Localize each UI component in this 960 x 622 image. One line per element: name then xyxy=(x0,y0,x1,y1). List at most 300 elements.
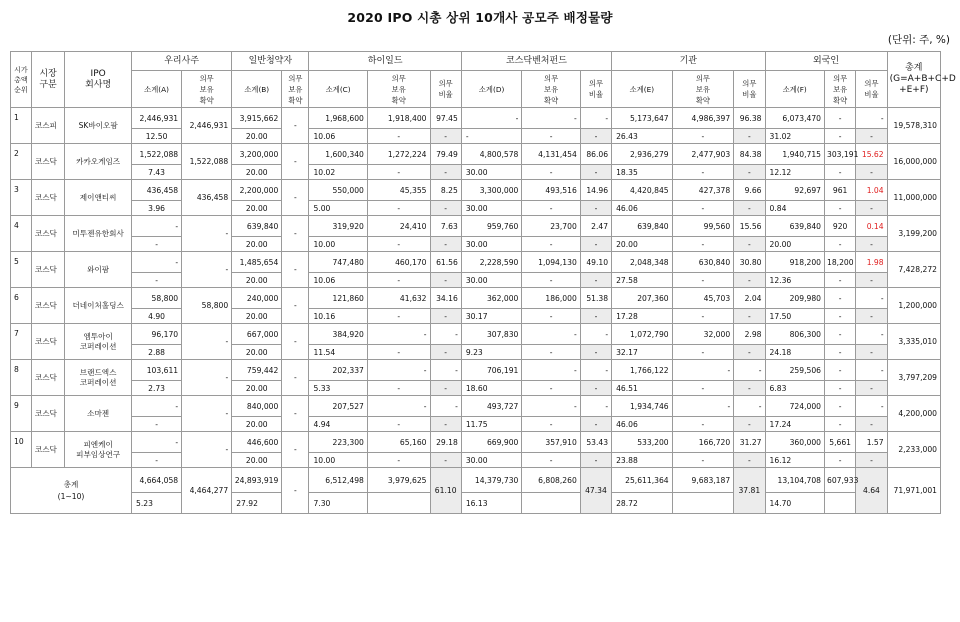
summary-a-share: 5.23 xyxy=(132,493,182,514)
market-cell: 코스닥 xyxy=(31,180,64,216)
summary-b-share: 27.92 xyxy=(232,493,282,514)
rank-cell: 6 xyxy=(11,288,32,324)
market-cell: 코스닥 xyxy=(31,324,64,360)
subtotal-b-cell: 3,915,662 xyxy=(232,108,282,129)
total-g-cell: 3,797,209 xyxy=(887,360,940,396)
lock-c-share-cell: - xyxy=(367,417,430,432)
share-d-cell: - xyxy=(461,129,522,144)
table-row xyxy=(11,252,941,273)
subtotal-a-cell: - xyxy=(132,216,182,237)
company-name-cell: 카카오게임즈 xyxy=(65,144,132,180)
share-c-cell: 5.00 xyxy=(309,201,367,216)
lock-a-cell: 1,522,088 xyxy=(182,144,232,180)
ratio-d-cell: 86.06 xyxy=(580,144,611,165)
ratio-e-share-cell: - xyxy=(734,417,765,432)
lock-e-cell: - xyxy=(672,360,734,381)
subtotal-e-cell: 2,048,348 xyxy=(612,252,673,273)
header-subtotal-c: 소계(C) xyxy=(309,71,367,108)
ratio-f-share-cell: - xyxy=(856,273,887,288)
summary-c-share: 7.30 xyxy=(309,493,367,514)
share-a-cell: 3.96 xyxy=(132,201,182,216)
summary-a-lock: 4,464,277 xyxy=(182,468,232,514)
ratio-d-cell: 51.38 xyxy=(580,288,611,309)
company-name-cell: 미투젠유한회사 xyxy=(65,216,132,252)
subtotal-c-cell: 1,968,600 xyxy=(309,108,367,129)
ratio-f-cell: 1.98 xyxy=(856,252,887,273)
ratio-f-share-cell: - xyxy=(856,201,887,216)
lock-d-cell: - xyxy=(522,396,580,417)
share-f-cell: 12.36 xyxy=(765,273,824,288)
lock-a-cell: - xyxy=(182,324,232,360)
lock-e-cell: 427,378 xyxy=(672,180,734,201)
ratio-e-cell: 9.66 xyxy=(734,180,765,201)
share-a-cell: 4.90 xyxy=(132,309,182,324)
lock-e-cell: - xyxy=(672,396,734,417)
rank-cell: 10 xyxy=(11,432,32,468)
lock-d-cell: 493,516 xyxy=(522,180,580,201)
subtotal-a-cell: 436,458 xyxy=(132,180,182,201)
ratio-d-cell: - xyxy=(580,396,611,417)
document-title: 2020 IPO 시총 상위 10개사 공모주 배정물량 xyxy=(347,10,613,25)
subtotal-b-cell: 759,442 xyxy=(232,360,282,381)
market-cell: 코스닥 xyxy=(31,144,64,180)
summary-f-lock: 607,933 xyxy=(825,468,856,493)
table-row xyxy=(11,396,941,417)
ratio-d-share-cell: - xyxy=(580,345,611,360)
share-b-cell: 20.00 xyxy=(232,309,282,324)
subtotal-a-cell: 103,611 xyxy=(132,360,182,381)
subtotal-a-cell: - xyxy=(132,396,182,417)
ratio-c-cell: 8.25 xyxy=(430,180,461,201)
subtotal-e-cell: 5,173,647 xyxy=(612,108,673,129)
lock-c-cell: 45,355 xyxy=(367,180,430,201)
summary-c: 6,512,498 xyxy=(309,468,367,493)
header-ratio: 의무 비율 xyxy=(580,71,611,108)
header-group-institution: 기관 xyxy=(612,52,765,71)
subtotal-d-cell: 4,800,578 xyxy=(461,144,522,165)
table-row xyxy=(11,180,941,201)
subtotal-d-cell: 307,830 xyxy=(461,324,522,345)
share-d-cell: 30.00 xyxy=(461,201,522,216)
subtotal-c-cell: 202,337 xyxy=(309,360,367,381)
lock-f-share-cell: - xyxy=(825,201,856,216)
subtotal-b-cell: 3,200,000 xyxy=(232,144,282,165)
lock-e-share-cell: - xyxy=(672,129,734,144)
share-f-cell: 31.02 xyxy=(765,129,824,144)
ratio-d-share-cell: - xyxy=(580,381,611,396)
share-a-cell: - xyxy=(132,417,182,432)
total-g-cell: 7,428,272 xyxy=(887,252,940,288)
lock-e-cell: 45,703 xyxy=(672,288,734,309)
lock-d-share-cell: - xyxy=(522,309,580,324)
subtotal-f-cell: 209,980 xyxy=(765,288,824,309)
total-g-cell: 11,000,000 xyxy=(887,180,940,216)
header-market: 시장 구분 xyxy=(31,52,64,108)
subtotal-d-cell: 706,191 xyxy=(461,360,522,381)
header-group-kosdaq-venture: 코스닥벤처펀드 xyxy=(461,52,611,71)
share-e-cell: 27.58 xyxy=(612,273,673,288)
share-e-cell: 18.35 xyxy=(612,165,673,180)
share-b-cell: 20.00 xyxy=(232,273,282,288)
header-subtotal-b: 소계(B) xyxy=(232,71,282,108)
lock-a-cell: 436,458 xyxy=(182,180,232,216)
lock-c-cell: 1,918,400 xyxy=(367,108,430,129)
lock-a-cell: - xyxy=(182,360,232,396)
ratio-e-share-cell: - xyxy=(734,453,765,468)
lock-f-cell: - xyxy=(825,396,856,417)
summary-e-share: 28.72 xyxy=(612,493,673,514)
share-d-cell: 30.17 xyxy=(461,309,522,324)
lock-d-cell: - xyxy=(522,360,580,381)
lock-d-share-cell: - xyxy=(522,129,580,144)
summary-d-lock: 6,808,260 xyxy=(522,468,580,493)
summary-c-ratio: 61.10 xyxy=(430,468,461,514)
ratio-f-share-cell: - xyxy=(856,417,887,432)
ratio-c-share-cell: - xyxy=(430,345,461,360)
subtotal-a-cell: 1,522,088 xyxy=(132,144,182,165)
lock-d-cell: - xyxy=(522,324,580,345)
lock-c-cell: 65,160 xyxy=(367,432,430,453)
lock-b-cell: - xyxy=(282,288,309,324)
ratio-d-share-cell: - xyxy=(580,237,611,252)
company-name-cell: SK바이오팜 xyxy=(65,108,132,144)
share-d-cell: 11.75 xyxy=(461,417,522,432)
total-g-cell: 3,335,010 xyxy=(887,324,940,360)
rank-cell: 3 xyxy=(11,180,32,216)
header-group-retail: 일반청약자 xyxy=(232,52,309,71)
table-row-share xyxy=(11,453,941,468)
lock-b-cell: - xyxy=(282,144,309,180)
ratio-f-cell: 0.14 xyxy=(856,216,887,237)
share-f-cell: 12.12 xyxy=(765,165,824,180)
share-f-cell: 16.12 xyxy=(765,453,824,468)
subtotal-f-cell: 806,300 xyxy=(765,324,824,345)
ratio-c-cell: 61.56 xyxy=(430,252,461,273)
ratio-d-cell: 53.43 xyxy=(580,432,611,453)
rank-cell: 5 xyxy=(11,252,32,288)
ratio-c-share-cell: - xyxy=(430,381,461,396)
company-name-cell: 소마젠 xyxy=(65,396,132,432)
lock-e-share-cell: - xyxy=(672,453,734,468)
subtotal-f-cell: 259,506 xyxy=(765,360,824,381)
subtotal-e-cell: 207,360 xyxy=(612,288,673,309)
company-name-cell: 브랜드엑스 코퍼레이션 xyxy=(65,360,132,396)
lock-f-cell: 303,191 xyxy=(825,144,856,165)
lock-e-cell: 4,986,397 xyxy=(672,108,734,129)
lock-c-cell: 1,272,224 xyxy=(367,144,430,165)
ratio-d-share-cell: - xyxy=(580,165,611,180)
rank-cell: 9 xyxy=(11,396,32,432)
ratio-f-cell: - xyxy=(856,396,887,417)
ratio-e-share-cell: - xyxy=(734,129,765,144)
summary-row-share xyxy=(11,493,941,514)
ratio-f-cell: 15.62 xyxy=(856,144,887,165)
header-subtotal-a: 소계(A) xyxy=(132,71,182,108)
rank-cell: 2 xyxy=(11,144,32,180)
lock-d-share-cell: - xyxy=(522,381,580,396)
header-subtotal-f: 소계(F) xyxy=(765,71,824,108)
lock-e-share-cell: - xyxy=(672,237,734,252)
summary-e-lock-share xyxy=(672,493,734,514)
ratio-f-share-cell: - xyxy=(856,381,887,396)
table-row-share xyxy=(11,165,941,180)
ratio-f-cell: - xyxy=(856,288,887,309)
summary-row xyxy=(11,468,941,493)
subtotal-c-cell: 223,300 xyxy=(309,432,367,453)
subtotal-f-cell: 92,697 xyxy=(765,180,824,201)
table-row-share xyxy=(11,237,941,252)
summary-d-lock-share xyxy=(522,493,580,514)
ratio-f-share-cell: - xyxy=(856,237,887,252)
share-f-cell: 24.18 xyxy=(765,345,824,360)
lock-b-cell: - xyxy=(282,108,309,144)
subtotal-f-cell: 724,000 xyxy=(765,396,824,417)
ratio-e-cell: 84.38 xyxy=(734,144,765,165)
summary-d-ratio: 47.34 xyxy=(580,468,611,514)
table-row-share xyxy=(11,273,941,288)
subtotal-b-cell: 639,840 xyxy=(232,216,282,237)
summary-f-lock-share xyxy=(825,493,856,514)
ratio-c-cell: - xyxy=(430,396,461,417)
company-name-cell: 엠투아이 코퍼레이션 xyxy=(65,324,132,360)
table-row xyxy=(11,144,941,165)
share-c-cell: 10.16 xyxy=(309,309,367,324)
lock-d-cell: 23,700 xyxy=(522,216,580,237)
total-g-cell: 16,000,000 xyxy=(887,144,940,180)
lock-f-cell: 18,200 xyxy=(825,252,856,273)
table-row xyxy=(11,324,941,345)
lock-b-cell: - xyxy=(282,216,309,252)
share-a-cell: - xyxy=(132,273,182,288)
lock-e-share-cell: - xyxy=(672,309,734,324)
lock-d-share-cell: - xyxy=(522,345,580,360)
summary-total: 71,971,001 xyxy=(887,468,940,514)
ratio-c-share-cell: - xyxy=(430,453,461,468)
subtotal-c-cell: 747,480 xyxy=(309,252,367,273)
share-e-cell: 17.28 xyxy=(612,309,673,324)
lock-f-share-cell: - xyxy=(825,273,856,288)
ratio-c-cell: 29.18 xyxy=(430,432,461,453)
subtotal-b-cell: 240,000 xyxy=(232,288,282,309)
table-row-share xyxy=(11,129,941,144)
ratio-d-share-cell: - xyxy=(580,453,611,468)
lock-c-cell: 41,632 xyxy=(367,288,430,309)
lock-e-share-cell: - xyxy=(672,345,734,360)
total-g-cell: 19,578,310 xyxy=(887,108,940,144)
subtotal-d-cell: 3,300,000 xyxy=(461,180,522,201)
ratio-c-share-cell: - xyxy=(430,417,461,432)
subtotal-f-cell: 360,000 xyxy=(765,432,824,453)
summary-d: 14,379,730 xyxy=(461,468,522,493)
share-b-cell: 20.00 xyxy=(232,345,282,360)
lock-e-share-cell: - xyxy=(672,273,734,288)
lock-a-cell: - xyxy=(182,396,232,432)
lock-a-cell: 58,800 xyxy=(182,288,232,324)
ratio-e-share-cell: - xyxy=(734,237,765,252)
header-lock: 의무 보유 확약 xyxy=(367,71,430,108)
lock-c-cell: - xyxy=(367,324,430,345)
share-d-cell: 18.60 xyxy=(461,381,522,396)
ratio-f-share-cell: - xyxy=(856,129,887,144)
share-f-cell: 17.50 xyxy=(765,309,824,324)
lock-e-cell: 166,720 xyxy=(672,432,734,453)
share-c-cell: 4.94 xyxy=(309,417,367,432)
ratio-c-share-cell: - xyxy=(430,201,461,216)
ratio-f-share-cell: - xyxy=(856,309,887,324)
subtotal-f-cell: 639,840 xyxy=(765,216,824,237)
lock-c-share-cell: - xyxy=(367,453,430,468)
subtotal-a-cell: 96,170 xyxy=(132,324,182,345)
subtotal-e-cell: 1,072,790 xyxy=(612,324,673,345)
ratio-f-share-cell: - xyxy=(856,453,887,468)
ratio-e-cell: - xyxy=(734,396,765,417)
subtotal-d-cell: - xyxy=(461,108,522,129)
share-b-cell: 20.00 xyxy=(232,453,282,468)
share-d-cell: 30.00 xyxy=(461,237,522,252)
lock-d-cell: 1,094,130 xyxy=(522,252,580,273)
lock-e-cell: 99,560 xyxy=(672,216,734,237)
share-e-cell: 46.51 xyxy=(612,381,673,396)
company-name-cell: 와이팜 xyxy=(65,252,132,288)
share-c-cell: 10.00 xyxy=(309,453,367,468)
subtotal-c-cell: 207,527 xyxy=(309,396,367,417)
lock-b-cell: - xyxy=(282,180,309,216)
total-g-cell: 2,233,000 xyxy=(887,432,940,468)
share-a-cell: 2.88 xyxy=(132,345,182,360)
lock-b-cell: - xyxy=(282,360,309,396)
lock-d-share-cell: - xyxy=(522,453,580,468)
share-c-cell: 10.02 xyxy=(309,165,367,180)
ratio-c-share-cell: - xyxy=(430,273,461,288)
header-lock: 의무 보유 확약 xyxy=(672,71,734,108)
share-d-cell: 9.23 xyxy=(461,345,522,360)
lock-f-cell: - xyxy=(825,288,856,309)
subtotal-b-cell: 1,485,654 xyxy=(232,252,282,273)
header-lock: 의무 보유 확약 xyxy=(825,71,856,108)
summary-f: 13,104,708 xyxy=(765,468,824,493)
lock-f-share-cell: - xyxy=(825,165,856,180)
share-e-cell: 46.06 xyxy=(612,417,673,432)
share-b-cell: 20.00 xyxy=(232,381,282,396)
subtotal-a-cell: - xyxy=(132,252,182,273)
share-b-cell: 20.00 xyxy=(232,165,282,180)
rank-cell: 8 xyxy=(11,360,32,396)
lock-d-cell: 4,131,454 xyxy=(522,144,580,165)
share-a-cell: - xyxy=(132,453,182,468)
lock-c-share-cell: - xyxy=(367,129,430,144)
lock-a-cell: 2,446,931 xyxy=(182,108,232,144)
summary-e: 25,611,364 xyxy=(612,468,673,493)
lock-f-cell: 920 xyxy=(825,216,856,237)
subtotal-a-cell: 58,800 xyxy=(132,288,182,309)
lock-f-share-cell: - xyxy=(825,345,856,360)
lock-f-cell: - xyxy=(825,360,856,381)
rank-cell: 4 xyxy=(11,216,32,252)
share-a-cell: 7.43 xyxy=(132,165,182,180)
company-name-cell: 제이앤티씨 xyxy=(65,180,132,216)
lock-b-cell: - xyxy=(282,252,309,288)
lock-d-cell: 186,000 xyxy=(522,288,580,309)
ratio-c-cell: 97.45 xyxy=(430,108,461,129)
lock-c-cell: 460,170 xyxy=(367,252,430,273)
subtotal-d-cell: 669,900 xyxy=(461,432,522,453)
ratio-d-cell: - xyxy=(580,108,611,129)
ratio-c-share-cell: - xyxy=(430,309,461,324)
header-ratio: 의무 비율 xyxy=(856,71,887,108)
subtotal-b-cell: 2,200,000 xyxy=(232,180,282,201)
market-cell: 코스닥 xyxy=(31,432,64,468)
ratio-d-cell: - xyxy=(580,324,611,345)
table-row-share xyxy=(11,345,941,360)
lock-f-share-cell: - xyxy=(825,453,856,468)
summary-a: 4,664,058 xyxy=(132,468,182,493)
share-d-cell: 30.00 xyxy=(461,453,522,468)
ratio-d-share-cell: - xyxy=(580,273,611,288)
table-row xyxy=(11,360,941,381)
lock-a-cell: - xyxy=(182,252,232,288)
header-group-employee: 우리사주 xyxy=(132,52,232,71)
market-cell: 코스닥 xyxy=(31,252,64,288)
table-row-share xyxy=(11,309,941,324)
table-row xyxy=(11,432,941,453)
lock-e-share-cell: - xyxy=(672,165,734,180)
share-b-cell: 20.00 xyxy=(232,237,282,252)
ratio-d-cell: 14.96 xyxy=(580,180,611,201)
share-f-cell: 6.83 xyxy=(765,381,824,396)
lock-c-share-cell: - xyxy=(367,273,430,288)
share-c-cell: 10.00 xyxy=(309,237,367,252)
market-cell: 코스피 xyxy=(31,108,64,144)
lock-e-cell: 630,840 xyxy=(672,252,734,273)
share-a-cell: - xyxy=(132,237,182,252)
lock-e-cell: 2,477,903 xyxy=(672,144,734,165)
share-e-cell: 20.00 xyxy=(612,237,673,252)
share-c-cell: 11.54 xyxy=(309,345,367,360)
subtotal-b-cell: 446,600 xyxy=(232,432,282,453)
share-f-cell: 17.24 xyxy=(765,417,824,432)
subtotal-e-cell: 4,420,845 xyxy=(612,180,673,201)
header-subtotal-d: 소계(D) xyxy=(461,71,522,108)
subtotal-d-cell: 493,727 xyxy=(461,396,522,417)
lock-d-share-cell: - xyxy=(522,273,580,288)
subtotal-d-cell: 959,760 xyxy=(461,216,522,237)
lock-f-cell: 5,661 xyxy=(825,432,856,453)
lock-e-share-cell: - xyxy=(672,381,734,396)
lock-b-cell: - xyxy=(282,324,309,360)
lock-d-share-cell: - xyxy=(522,201,580,216)
lock-f-share-cell: - xyxy=(825,309,856,324)
lock-c-share-cell: - xyxy=(367,309,430,324)
subtotal-c-cell: 319,920 xyxy=(309,216,367,237)
subtotal-e-cell: 1,766,122 xyxy=(612,360,673,381)
share-b-cell: 20.00 xyxy=(232,417,282,432)
share-c-cell: 5.33 xyxy=(309,381,367,396)
summary-b-lock: - xyxy=(282,468,309,514)
subtotal-f-cell: 6,073,470 xyxy=(765,108,824,129)
ratio-d-cell: - xyxy=(580,360,611,381)
total-g-cell: 4,200,000 xyxy=(887,396,940,432)
subtotal-b-cell: 840,000 xyxy=(232,396,282,417)
market-cell: 코스닥 xyxy=(31,288,64,324)
ratio-c-cell: 7.63 xyxy=(430,216,461,237)
market-cell: 코스닥 xyxy=(31,396,64,432)
lock-c-cell: - xyxy=(367,360,430,381)
lock-b-cell: - xyxy=(282,396,309,432)
subtotal-b-cell: 667,000 xyxy=(232,324,282,345)
rank-cell: 7 xyxy=(11,324,32,360)
ratio-c-share-cell: - xyxy=(430,165,461,180)
header-lock: 의무 보유 확약 xyxy=(282,71,309,108)
